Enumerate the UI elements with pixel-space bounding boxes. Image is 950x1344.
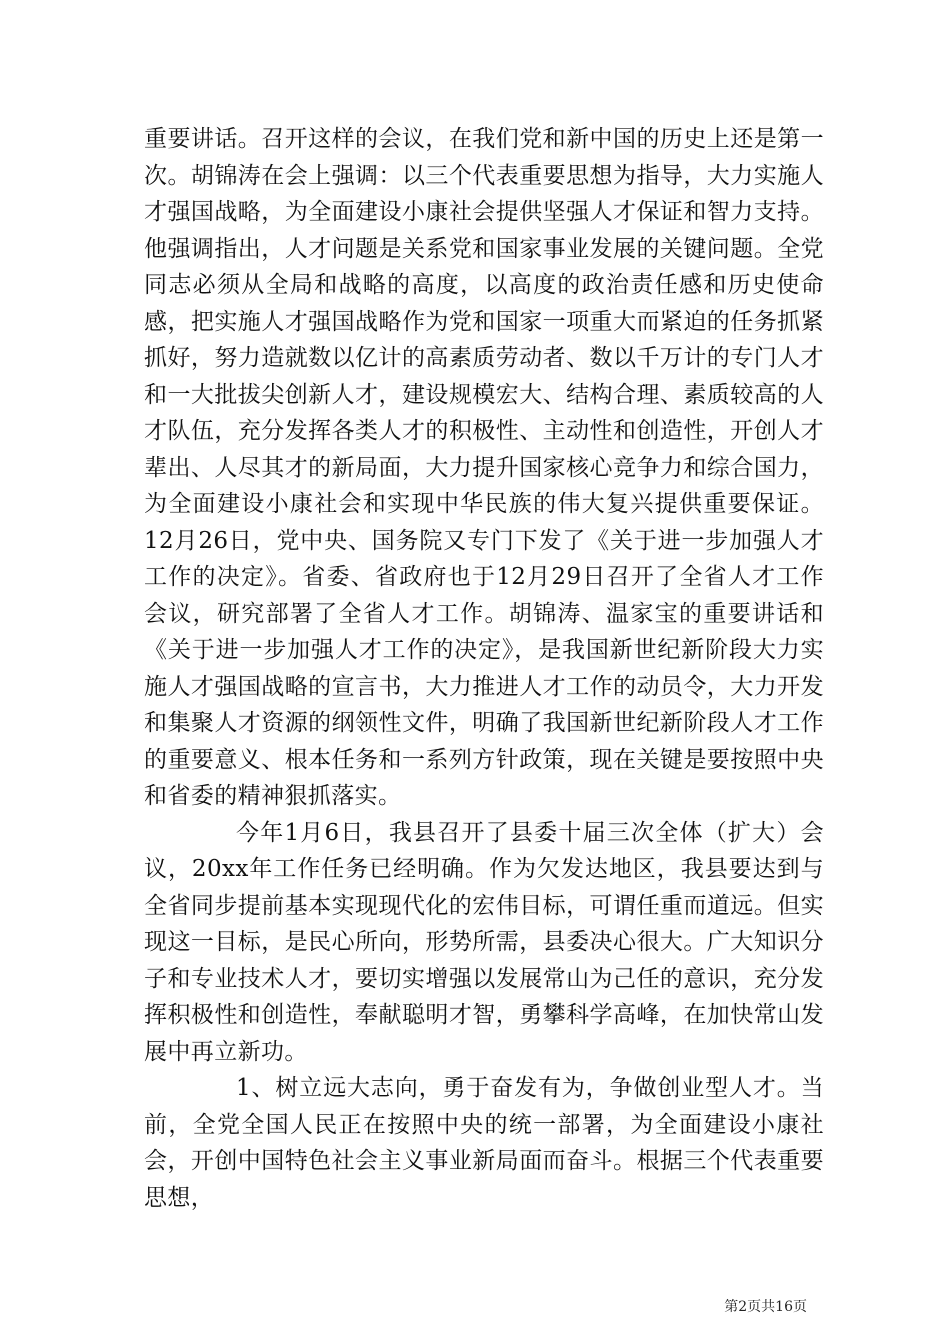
document-body <box>144 121 824 1216</box>
paragraph-1: 重要讲话。召开这样的会议，在我们党和新中国的历史上还是第一次。胡锦涛在会上强调：以三个代表重要思想为指导，大力实施人才强国战略，为全面建设小康社会提供坚强人才保证和智力支持。他强调指出，人才问题是关系党和国家事业发展的关键问题。全党同志必须从全局和战略的高度，以高度的政治责任感和历史使命感，把实施人才强国战略作为党和国家一项重大而紧迫的任务抓紧抓好，努力造就数以亿计的高素质劳动者、数以千万计的专门人才和一大批拔尖创新人才，建设规模宏大、结构合理、素质较高的人才队伍，充分发挥各类人才的积极性、主动性和创造性，开创人才辈出、人尽其才的新局面，大力提升国家核心竞争力和综合国力，为全面建设小康社会和实现中华民族的伟大复兴提供重要保证。12月26日，党中央、国务院又专门下发了《关于进一步加强人才工作的决定》。省委、省政府也于12月29日召开了全省人才工作会议，研究部署了全省人才工作。胡锦涛、温家宝的重要讲话和《关于进一步加强人才工作的决定》，是我国新世纪新阶段大力实施人才强国战略的宣言书，大力推进人才工作的动员令，大力开发和集聚人才资源的纲领性文件，明确了我国新世纪新阶段人才工作的重要意义、根本任务和一系列方针政策，现在关键是要按照中央和省委的精神狠抓落实。 <box>144 126 824 809</box>
paragraph-2: 今年1月6日，我县召开了县委十届三次全体（扩大）会议，20xx年工作任务已经明确。作为欠发达地区，我县要达到与全省同步提前基本实现现代化的宏伟目标，可谓任重而道远。但实现这一目标，是民心所向，形势所需，县委决心很大。广大知识分子和专业技术人才，要切实增强以发展常山为己任的意识，充分发挥积极性和创造性，奉献聪明才智，勇攀科学高峰，在加快常山发展中再立新功。 <box>144 819 824 1065</box>
paragraph-3: 1、树立远大志向，勇于奋发有为，争做创业型人才。当前，全党全国人民正在按照中央的统一部署，为全面建设小康社会，开创中国特色社会主义事业新局面而奋斗。根据三个代表重要思想， <box>144 1075 824 1211</box>
page-number-footer: 第2页共16页 <box>724 1299 807 1315</box>
